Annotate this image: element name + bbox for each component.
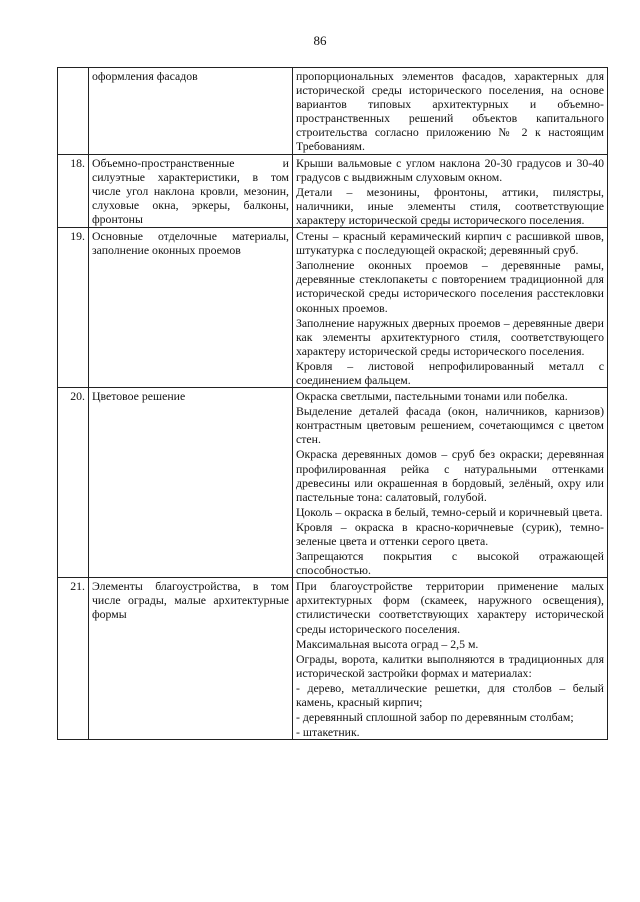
requirement-paragraph: Запрещаются покрытия с высокой отражающей способностью. [296,549,604,578]
requirement-paragraph: Заполнение наружных дверных проемов – деревянные двери как элементы архитектурного стиля, соответствующего характеру исторической среды исторического поселения. [296,315,604,358]
table-row [58,228,608,388]
table-row [58,154,608,227]
requirement-paragraph: Выделение деталей фасада (окон, наличников, карнизов) контрастным цветовым решением, сочетающимся с цветом стен. [296,404,604,447]
requirement-cell [293,228,608,388]
requirement-paragraph: Кровля – листовой непрофилированный металл с соединением фальцем. [296,358,604,387]
requirement-cell [293,68,608,155]
parameter-name: Объемно-пространственные и силуэтные характеристики, в том числе угол наклона кровли, мезонин, слуховые окна, эркеры, балконы, фронтоны [89,154,293,227]
requirements-table [57,67,608,740]
requirement-paragraph: - дерево, металлические решетки, для столбов – белый камень, красный кирпич; [296,680,604,710]
row-number [58,68,89,155]
requirement-paragraph: пропорциональных элементов фасадов, характерных для исторической среды исторического поселения, на основе вариантов типовых архитектурных и объемно-пространственных решений объектов капитального строительства согласно приложению № 2 к настоящим Требованиям. [296,69,604,154]
table-row [58,578,608,740]
parameter-name: оформления фасадов [89,68,293,155]
requirement-cell [293,578,608,740]
row-number: 18. [58,154,89,227]
requirement-cell [293,388,608,578]
page-number: 86 [313,33,327,48]
parameter-name: Основные отделочные материалы, заполнение оконных проемов [89,228,293,388]
requirement-paragraph: Максимальная высота оград – 2,5 м. [296,636,479,651]
requirement-paragraph: Окраска деревянных домов – сруб без окраски; деревянная профилированная рейка с натуральными оттенками древесины или окрашенная в бордовый, зелёный, охру или пастельные тона: салатовый, голубой. [296,447,604,504]
requirement-paragraph: Детали – мезонины, фронтоны, аттики, пилястры, наличники, иные элементы стиля, соответствующие характеру исторической среды исторического поселения. [296,184,604,227]
requirement-paragraph: Крыши вальмовые с углом наклона 20-30 градусов и 30-40 градусов с выдвижным слуховым окном. [296,155,604,184]
requirement-paragraph: - деревянный сплошной забор по деревянным столбам; [296,710,574,725]
requirement-paragraph: Стены – красный керамический кирпич с расшивкой швов, штукатурка с последующей окраской; деревянный сруб. [296,229,604,258]
requirement-paragraph: Цоколь – окраска в белый, темно-серый и коричневый цвета. [296,504,603,519]
requirement-paragraph: При благоустройстве территории применение малых архитектурных форм (скамеек, наружного освещения), стилистически соответствующих характеру исторической среды исторического поселения. [296,579,604,636]
requirement-paragraph: - штакетник. [296,725,360,740]
parameter-name: Элементы благоустройства, в том числе ограды, малые архитектурные формы [89,578,293,740]
row-number: 21. [58,578,89,740]
table-row [58,68,608,155]
table-row [58,388,608,578]
requirement-paragraph: Заполнение оконных проемов – деревянные рамы, деревянные стеклопакеты с повторением традиционной для исторической среды исторического поселения расстекловки оконных проемов. [296,258,604,315]
row-number: 19. [58,228,89,388]
requirement-paragraph: Окраска светлыми, пастельными тонами или побелка. [296,389,568,404]
requirement-paragraph: Кровля – окраска в красно-коричневые (сурик), темно-зеленые цвета и оттенки серого цвета. [296,519,604,548]
requirement-cell [293,154,608,227]
parameter-name: Цветовое решение [89,388,293,578]
row-number: 20. [58,388,89,578]
requirement-paragraph: Ограды, ворота, калитки выполняются в традиционных для исторической застройки формах и материалах: [296,651,604,680]
